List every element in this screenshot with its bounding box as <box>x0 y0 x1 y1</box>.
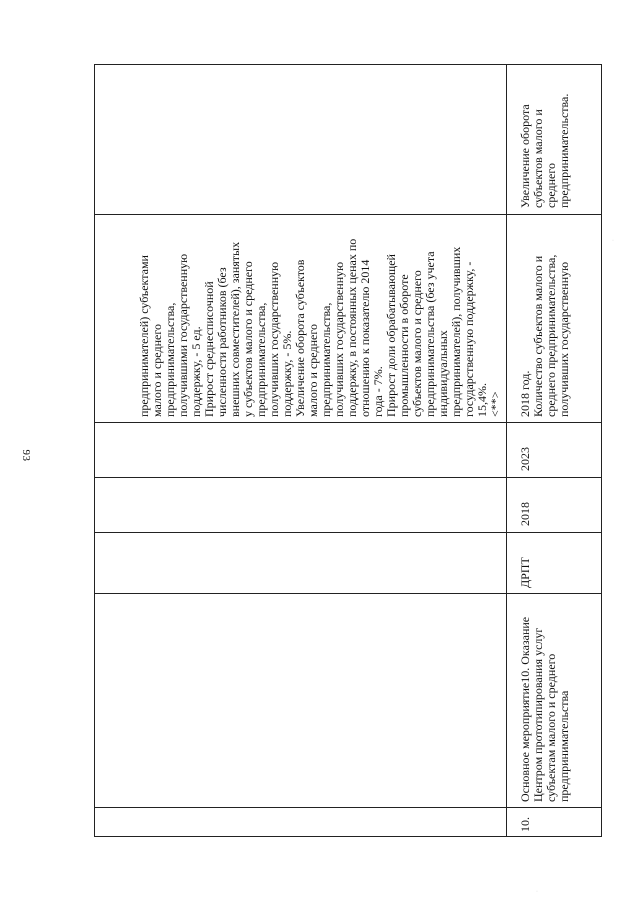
table-border-top <box>94 64 602 65</box>
text-line: Центром прототипирования услуг <box>531 627 545 802</box>
text-line: численности работников (без <box>215 267 229 417</box>
row-number: 10. <box>518 817 532 832</box>
text-line: внешних совместителей), занятых <box>228 241 242 417</box>
executor-cell <box>519 557 532 588</box>
text-line: Увеличение оборота <box>518 104 532 208</box>
end-year: 2023 <box>518 447 532 471</box>
text-line: предпринимательства. <box>557 93 571 208</box>
text-line: промышленности в обороте <box>397 274 411 417</box>
text-line: 2018 год. <box>518 370 532 417</box>
text-line: поддержку, - 5 ед. <box>189 326 203 417</box>
executor: ДРПТ <box>518 557 532 588</box>
text-line: индивидуальных <box>436 330 450 417</box>
text-line: получивших государственную <box>332 261 346 417</box>
text-line: среднего <box>544 163 558 208</box>
text-line: у субъектов малого и среднего <box>241 261 255 417</box>
column-divider-end-year <box>94 477 602 478</box>
text-line: предпринимателей) субъектами <box>137 255 151 417</box>
table-border-bottom <box>94 836 602 837</box>
text-line: отношению к показателю 2014 <box>358 259 372 417</box>
indicators-cell <box>519 255 571 417</box>
text-line: предпринимательства (без учета <box>423 251 437 417</box>
text-line: поддержку, в постоянных ценах по <box>345 238 359 417</box>
column-divider-result <box>94 214 602 215</box>
text-line: малого и среднего <box>150 324 164 417</box>
text-line: года - 7%. <box>371 366 385 417</box>
text-line: государственную поддержку, - <box>462 261 476 417</box>
text-line: предпринимательства, <box>254 302 268 417</box>
result-cell <box>519 94 571 208</box>
text-line: предпринимателей), получивших <box>449 246 463 417</box>
start-year-cell <box>519 502 532 526</box>
text-line: предпринимательства, <box>163 302 177 417</box>
text-line: <**> <box>488 391 502 417</box>
text-line: поддержку, - 5%. <box>280 330 294 417</box>
text-line: субъектов малого и среднего <box>410 270 424 417</box>
text-line: Прирост доли обрабатывающей <box>384 254 398 417</box>
text-line: среднего предпринимательства, <box>544 254 558 417</box>
text-line: предпринимательства <box>557 690 571 802</box>
text-line: Основное мероприятие10. Оказание <box>518 616 532 802</box>
column-divider-indicators <box>94 422 602 423</box>
text-line: субъектам малого и среднего <box>544 653 558 802</box>
text-line: получивших государственную <box>557 261 571 417</box>
scan-speck: · <box>612 238 614 244</box>
column-divider-event <box>94 807 602 808</box>
column-divider-start-year <box>94 532 602 533</box>
row-number-cell <box>519 817 532 832</box>
text-line: Количество субъектов малого и <box>531 255 545 417</box>
column-divider-executor <box>94 593 602 594</box>
text-line: предпринимательства, <box>319 302 333 417</box>
start-year: 2018 <box>518 502 532 526</box>
text-line: субъектов малого и <box>531 109 545 208</box>
indicators-continued-cell <box>138 239 502 417</box>
text-line: малого и среднего <box>306 324 320 417</box>
text-line: получивших государственную <box>267 261 281 417</box>
row-divider <box>506 64 507 837</box>
text-line: получившими государственную <box>176 253 190 417</box>
event-cell <box>519 617 571 802</box>
table-border-left <box>94 64 95 837</box>
text-line: Прирост среднесписочной <box>202 281 216 417</box>
text-line: Увеличение оборота субъектов <box>293 259 307 417</box>
page-number: 93 <box>20 449 32 462</box>
scan-speck: · <box>536 889 538 895</box>
indicator-table <box>94 64 602 837</box>
table-border-right <box>601 64 602 837</box>
text-line: 15,4%. <box>475 383 489 417</box>
end-year-cell <box>519 447 532 471</box>
